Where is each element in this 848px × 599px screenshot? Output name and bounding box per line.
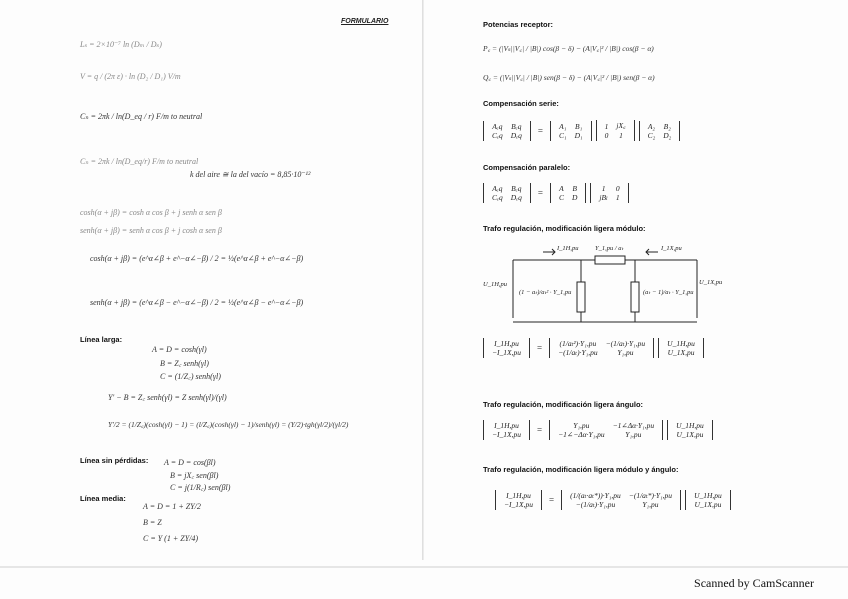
eq-trafo-angulo: I_1H,pu −I_1X,pu = Y₁,pu −1∠Δα·Y₁,pu −1∠−Δα·Y₁,pu Y₁,pu U_1H,pu U_1X,pu — [483, 420, 713, 440]
heading-comp-paralelo: Compensación paralelo: — [483, 163, 571, 172]
shunt-admittance-left — [577, 282, 585, 312]
eq-ll-3: C = (1/Z꜀) senh(γl) — [160, 372, 221, 381]
page-fold — [422, 0, 424, 560]
eq-trafo-modulo-angulo: I_1H,pu −I_1X,pu = (1/(aₜ·aₜ*))·Y₁,pu −(1/aₜ*)·Y₁,pu −(1/aₜ)·Y₁,pu Y₁,pu U_1H,pu U_1X,pu — [495, 490, 731, 510]
eq-capacitance-2: Cₙ = 2πk / ln(D_eq/r) F/m to neutral — [80, 157, 199, 166]
scan-edge — [0, 566, 848, 568]
matrix-eq: Aₑq Bₑq Cₑq Dₑq — [483, 183, 531, 203]
shunt-admittance-right — [631, 282, 639, 312]
heading-trafo-modulo-angulo: Trafo regulación, modificación ligera módulo y ángulo: — [483, 465, 679, 474]
heading-linea-sin-perdidas: Línea sin pérdidas: — [80, 456, 149, 465]
eq-inductance: Lₛ = 2×10⁻⁷ ln (Dₘ / Dₛ) — [80, 40, 162, 49]
matrix-currents: I_1H,pu −I_1X,pu — [483, 338, 530, 358]
label-i-left: I_1H,pu — [557, 245, 579, 252]
eq-ll-5: Y′/2 = (1/Z꜀)(cosh(γl) − 1) = (l/Z꜀)(cosh(γl) − 1)/senh(γl) = (Y/2)·tgh(γl/2)/(γl/2) — [108, 420, 349, 429]
matrix-admittance: (1/(aₜ·aₜ*))·Y₁,pu −(1/aₜ*)·Y₁,pu −(1/aₜ)·Y₁,pu Y₁,pu — [561, 490, 681, 510]
matrix-line-1: A₁ B₁ C₁ D₁ — [550, 121, 592, 141]
label-shunt-left: (1 − aₜ)/aₜ² · Y_1,pu — [519, 289, 572, 296]
eq-ll-4: Y′ − B = Z꜀ senh(γl) = Z senh(γl)/(γl) — [108, 393, 227, 402]
matrix-admittance: Y₁,pu −1∠Δα·Y₁,pu −1∠−Δα·Y₁,pu Y₁,pu — [549, 420, 663, 440]
label-shunt-right: (aₜ − 1)/aₜ · Y_1,pu — [643, 289, 694, 296]
eq-voltage: V = q / (2π ε) · ln (D₂ / D₁) V/m — [80, 72, 181, 81]
heading-linea-larga: Línea larga: — [80, 335, 123, 344]
matrix-shunt-comp: 1 0 jBₗ 1 — [590, 183, 628, 203]
scanner-watermark: Scanned by CamScanner — [694, 576, 814, 590]
eq-lm-3: C = Y (1 + ZY/4) — [143, 534, 199, 543]
eq-capacitance: Cₙ = 2πk / ln(D_eq / r) F/m to neutral — [80, 112, 203, 121]
series-admittance — [595, 256, 625, 264]
heading-linea-media: Línea media: — [80, 494, 126, 503]
matrix-voltages: U_1H,pu U_1X,pu — [685, 490, 731, 510]
eq-sp-3: C = j(1/R꜀) sen(βl) — [170, 483, 231, 492]
eq-p-receptor: P꜀ = (|Vₛ||V꜀| / |B|) cos(β − δ) − (A|V꜀|² / |B|) cos(β − α) — [483, 44, 654, 53]
heading-comp-serie: Compensación serie: — [483, 99, 559, 108]
eq-q-receptor: Q꜀ = (|Vₛ||V꜀| / |B|) sen(β − δ) − (A|V꜀|² / |B|) sen(β − α) — [483, 73, 655, 82]
matrix-voltages: U_1H,pu U_1X,pu — [658, 338, 704, 358]
eq-ll-1: A = D = cosh(γl) — [152, 345, 207, 354]
heading-potencias: Potencias receptor: — [483, 20, 554, 29]
matrix-line-2: A₂ B₂ C₂ D₂ — [639, 121, 681, 141]
eq-cosh: cosh(α + jβ) = cosh α cos β + j senh α sen β — [80, 208, 222, 217]
label-u-left: U_1H,pu — [483, 281, 508, 288]
label-i-right: I_1X,pu — [661, 245, 682, 252]
matrix-line: A B C D — [550, 183, 586, 203]
eq-permittivity: k del aire ≅ la del vacío = 8,85·10⁻¹² — [190, 170, 311, 179]
eq-senh: senh(α + jβ) = senh α cos β + j cosh α sen β — [80, 226, 222, 235]
label-u-right: U_1X,pu — [699, 279, 723, 286]
matrix-admittance: (1/aₜ²)·Y₁,pu −(1/aₜ)·Y₁,pu −(1/aₜ)·Y₁,pu Y₁,pu — [549, 338, 654, 358]
eq-ll-2: B = Z꜀ senh(γl) — [160, 359, 209, 368]
matrix-currents: I_1H,pu −I_1X,pu — [483, 420, 530, 440]
eq-comp-serie: Aₑq Bₑq Cₑq Dₑq = A₁ B₁ C₁ D₁ 1 jX꜀ 0 1 A₂ B₂ C₂ D₂ — [483, 120, 680, 141]
matrix-eq: Aₑq Bₑq Cₑq Dₑq — [483, 121, 531, 141]
eq-lm-2: B = Z — [143, 518, 162, 527]
eq-sp-2: B = jX꜀ sen(βl) — [170, 471, 219, 480]
page-title: FORMULARIO — [341, 18, 389, 25]
matrix-currents: I_1H,pu −I_1X,pu — [495, 490, 542, 510]
label-y-series: Y_1,pu / aₜ — [595, 245, 624, 252]
eq-trafo-modulo: I_1H,pu −I_1X,pu = (1/aₜ²)·Y₁,pu −(1/aₜ)·Y₁,pu −(1/aₜ)·Y₁,pu Y₁,pu U_1H,pu U_1X,pu — [483, 338, 704, 358]
eq-senh-exp: senh(α + jβ) = (e^α∠β − e^−α∠−β) / 2 = ½(e^α∠β − e^−α∠−β) — [90, 298, 304, 307]
trafo-circuit-diagram — [483, 238, 723, 330]
heading-trafo-modulo: Trafo regulación, modificación ligera módulo: — [483, 224, 646, 233]
heading-trafo-angulo: Trafo regulación, modificación ligera ángulo: — [483, 400, 644, 409]
eq-sp-1: A = D = cos(βl) — [164, 458, 216, 467]
matrix-voltages: U_1H,pu U_1X,pu — [667, 420, 713, 440]
eq-cosh-exp: cosh(α + jβ) = (e^α∠β + e^−α∠−β) / 2 = ½(e^α∠β + e^−α∠−β) — [90, 254, 304, 263]
eq-comp-paralelo: Aₑq Bₑq Cₑq Dₑq = A B C D 1 0 jBₗ 1 — [483, 183, 629, 203]
eq-lm-1: A = D = 1 + ZY/2 — [143, 502, 201, 511]
matrix-series-comp: 1 jX꜀ 0 1 — [596, 120, 635, 141]
